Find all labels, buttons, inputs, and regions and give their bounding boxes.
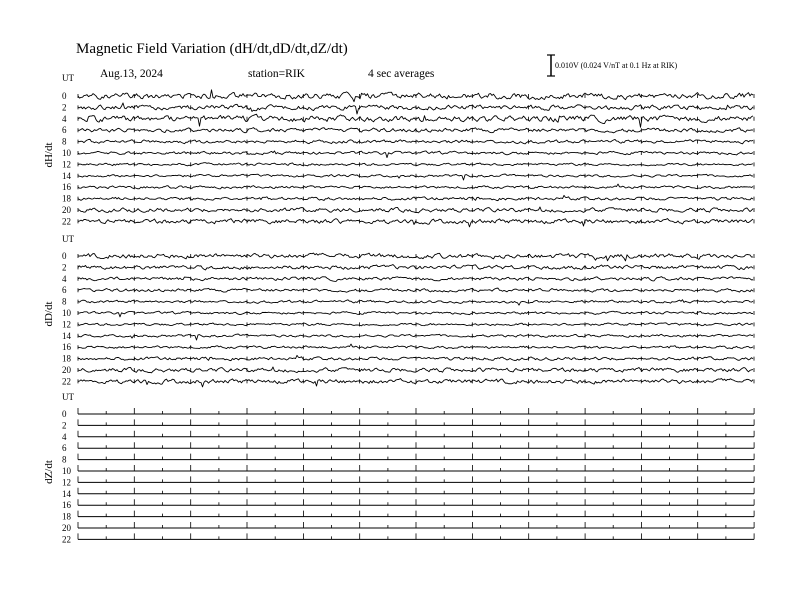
hour-label-0-7: 14 xyxy=(62,170,71,181)
chart-title: Magnetic Field Variation (dH/dt,dD/dt,dZ/dt) xyxy=(76,41,348,57)
hour-label-0-1: 2 xyxy=(62,102,67,113)
hour-ticks-2-6 xyxy=(78,476,754,482)
hour-label-0-3: 6 xyxy=(62,125,67,136)
hour-label-0-10: 20 xyxy=(62,205,71,215)
date-label: Aug.13, 2024 xyxy=(100,68,163,80)
trace-dDdt-8 xyxy=(78,300,753,305)
hour-ticks-2-3 xyxy=(78,442,754,448)
trace-dDdt-14 xyxy=(78,334,753,340)
trace-dDdt-2 xyxy=(78,265,753,270)
hour-label-1-7: 14 xyxy=(62,330,71,341)
hour-label-2-2: 4 xyxy=(62,431,67,442)
hour-label-0-0: 0 xyxy=(62,91,67,101)
ut-label-2: UT xyxy=(62,392,74,402)
trace-dDdt-12 xyxy=(78,323,753,326)
hour-label-1-11: 22 xyxy=(62,376,71,387)
hour-label-1-10: 20 xyxy=(62,365,71,375)
panel-ylabel-2: dZ/dt xyxy=(43,460,55,484)
hour-ticks-2-8 xyxy=(78,499,754,505)
hour-label-1-4: 8 xyxy=(62,296,67,307)
hour-label-2-0: 0 xyxy=(62,409,67,419)
hour-label-2-6: 12 xyxy=(62,477,71,488)
hour-label-0-2: 4 xyxy=(62,113,67,124)
hour-label-2-7: 14 xyxy=(62,488,71,499)
hour-ticks-2-1 xyxy=(78,419,754,425)
hour-ticks-2-7 xyxy=(78,488,754,494)
trace-dDdt-22 xyxy=(78,379,753,387)
hour-ticks-2-0 xyxy=(78,408,754,414)
trace-dDdt-4 xyxy=(78,277,753,282)
scale-bar-label: 0.010V (0.024 V/nT at 0.1 Hz at RIK) xyxy=(555,61,678,70)
hour-label-0-6: 12 xyxy=(62,159,71,170)
hour-label-1-2: 4 xyxy=(62,273,67,284)
hour-label-1-6: 12 xyxy=(62,319,71,330)
trace-dHdt-0 xyxy=(78,90,753,102)
trace-dHdt-18 xyxy=(78,195,753,200)
trace-dHdt-22 xyxy=(78,219,753,227)
panel-ylabel-1: dD/dt xyxy=(43,301,55,327)
scale-bar xyxy=(547,55,555,76)
hour-ticks-2-9 xyxy=(78,511,754,517)
hour-ticks-2-5 xyxy=(78,465,754,471)
averaging-label: 4 sec averages xyxy=(368,68,435,80)
ut-label-1: UT xyxy=(62,234,74,244)
trace-dHdt-12 xyxy=(78,163,753,166)
trace-dDdt-10 xyxy=(78,311,753,317)
hour-label-2-10: 20 xyxy=(62,523,71,533)
trace-dDdt-16 xyxy=(78,344,753,349)
hour-label-1-5: 10 xyxy=(62,308,71,318)
trace-dHdt-6 xyxy=(78,128,753,133)
hour-label-1-3: 6 xyxy=(62,285,67,296)
trace-dHdt-14 xyxy=(78,174,753,180)
hour-label-2-8: 16 xyxy=(62,500,71,511)
hour-label-2-11: 22 xyxy=(62,534,71,545)
trace-dDdt-0 xyxy=(78,253,753,261)
trace-dDdt-20 xyxy=(78,367,753,373)
hour-label-1-8: 16 xyxy=(62,342,71,353)
trace-dDdt-6 xyxy=(78,288,753,292)
hour-ticks-2-4 xyxy=(78,454,754,460)
hour-label-0-11: 22 xyxy=(62,216,71,227)
hour-label-1-0: 0 xyxy=(62,251,67,261)
hour-ticks-0-6 xyxy=(78,162,754,166)
panels xyxy=(43,73,754,544)
trace-dHdt-10 xyxy=(78,151,753,158)
trace-dHdt-2 xyxy=(78,103,753,114)
hour-label-2-1: 2 xyxy=(62,420,67,431)
hour-label-2-9: 18 xyxy=(62,511,71,522)
hour-label-2-4: 8 xyxy=(62,454,67,465)
station-label: station=RIK xyxy=(248,68,305,80)
hour-label-1-1: 2 xyxy=(62,262,67,273)
hour-label-1-9: 18 xyxy=(62,353,71,364)
hour-label-2-3: 6 xyxy=(62,443,67,454)
ut-label-0: UT xyxy=(62,73,74,83)
hour-label-0-8: 16 xyxy=(62,182,71,193)
hour-label-0-9: 18 xyxy=(62,193,71,204)
trace-dHdt-16 xyxy=(78,184,753,189)
hour-ticks-2-11 xyxy=(78,533,754,539)
panel-ylabel-0: dH/dt xyxy=(43,142,55,168)
trace-dDdt-18 xyxy=(78,355,753,360)
hour-label-2-5: 10 xyxy=(62,466,71,476)
hour-label-0-4: 8 xyxy=(62,136,67,147)
trace-dHdt-8 xyxy=(78,139,753,144)
trace-dHdt-20 xyxy=(78,207,753,213)
hour-ticks-2-10 xyxy=(78,522,754,528)
hour-ticks-1-10 xyxy=(78,368,754,372)
trace-dHdt-4 xyxy=(78,114,753,127)
hour-label-0-5: 10 xyxy=(62,148,71,158)
hour-ticks-2-2 xyxy=(78,431,754,437)
